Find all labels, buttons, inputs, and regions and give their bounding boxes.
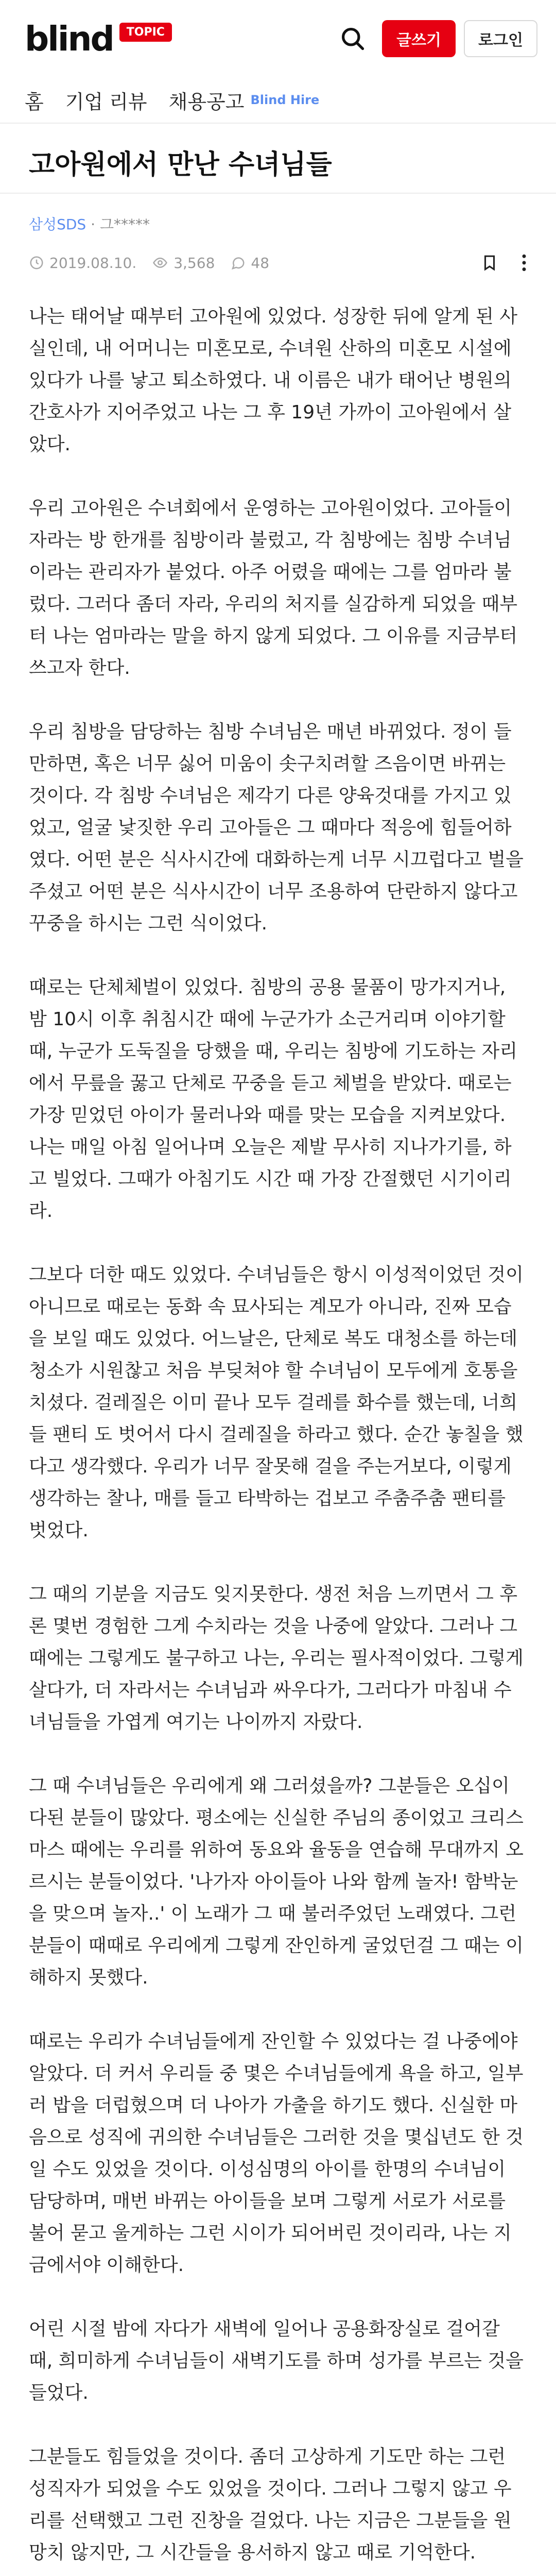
article-paragraph: 나는 태어날 때부터 고아원에 있었다. 성장한 뒤에 알게 된 사실인데, 내 어머니는 미혼모로, 수녀원 산하의 미혼모 시설에 있다가 나를 낳고 퇴소하였다. 내 이름은 내가 태어난 병원의 간호사가 지어주었고 나는 그 후 19년 가까이 고아원에서 살았다. [29,306,518,455]
nav-company-review[interactable]: 기업 리뷰 [65,90,147,113]
article-paragraph: 그보다 더한 때도 있었다. 수녀님들은 항시 이성적이었던 것이 아니므로 때로는 동화 속 묘사되는 계모가 아니라, 진짜 모습을 보일 때도 있었다. 어느날은, 단체로 복도 대청소를 하는데 청소가 시원찮고 처음 부딪쳐야 할 수녀님이 모두에게 호통을 치셨다. 걸레질은 이미 끝나 모두 걸레를 화수를 했는데, 너희들 팬티 도 벗어서 다시 걸레질을 하라고 했다. 순간 놓칠을 했다고 생각했다. 우리가 너무 잘못해 걸을 주는거보다, 이렇게 생각하는 찰나, 매를 들고 타박하는 겁보고 주춤주춤 팬티를 벗었다. [29,1264,524,1541]
blind-logo[interactable]: blind [25,19,113,59]
comments-meta [230,255,269,272]
author-separator: · [91,216,100,233]
article-paragraph: 때로는 우리가 수녀님들에게 잔인할 수 있었다는 걸 나중에야 알았다. 더 커서 우리들 중 몇은 수녀님들에게 욕을 하고, 일부러 밥을 더럽혔으며 더 나아가 가출을 하기도 했다. 신실한 마음으로 성직에 귀의한 수녀님들은 그러한 것을 몇십년도 한 것일 수도 있었을 것이다. 이성심명의 아이를 한명의 수녀님이 담당하며, 매번 바뀌는 아이들을 보며 그렇게 서로가 서로를 불어 묻고 울게하는 그런 시이가 되어버린 것이리라, 나는 지금에서야 이해한다. [29,2031,524,2276]
author-line [29,213,527,234]
main-nav [0,77,556,124]
article-actions [458,253,527,273]
article-date: 2019.08.10. [49,254,137,272]
search-icon[interactable] [333,19,373,59]
author-company[interactable]: 삼성SDS [29,216,86,233]
bookmark-icon[interactable] [481,253,498,273]
top-header [0,0,556,77]
article-paragraph: 우리 고아원은 수녀회에서 운영하는 고아원이었다. 고아들이 자라는 방 한개를 침방이라 불렀고, 각 침방에는 침방 수녀님이라는 관리자가 붙었다. 아주 어렸을 때에는 그를 엄마라 불렀다. 그러다 좀더 자라, 우리의 처지를 실감하게 되었을 때부터 나는 엄마라는 말을 하지 않게 되었다. 그 이유를 지금부터 쓰고자 한다. [29,498,518,679]
login-button[interactable]: 로그인 [464,20,537,57]
article-meta [29,247,527,278]
topic-badge: TOPIC [119,23,172,42]
article [0,124,556,2576]
article-views: 3,568 [173,254,215,272]
article-paragraph: 그 때 수녀님들은 우리에게 왜 그러셨을까? 그분들은 오십이 다된 분들이 많았다. 평소에는 신실한 주님의 종이었고 크리스마스 때에는 우리를 위하여 동요와 율동을 연습해 무대까지 오르시는 분들이었다. '나가자 아이들아 나와 함께 놀자! 함박눈을 맞으며 놀자..' 이 노래가 그 때 불러주었던 노래였다. 그런 분들이 때때로 우리에게 그렇게 잔인하게 굴었던걸 그 때는 이해하지 못했다. [29,1775,524,1988]
nav-jobs-label: 채용공고 [168,90,245,113]
article-paragraph: 어린 시절 밤에 자다가 새벽에 일어나 공용화장실로 걸어갈 때, 희미하게 수녀님들이 새벽기도를 하며 성가를 부르는 것을 들었다. [29,2318,524,2403]
article-paragraph: 그 때의 기분을 지금도 잊지못한다. 생전 처음 느끼면서 그 후론 몇번 경험한 그게 수치라는 것을 나중에 알았다. 그러나 그 때에는 그렇게도 불구하고 나는, 우리는 필사적이었다. 그렇게 살다가, 더 자라서는 수녀님과 싸우다가, 그러다가 마침내 수녀님들을 가엽게 여기는 나이까지 자랐다. [29,1584,524,1733]
nav-home[interactable]: 홈 [25,90,44,113]
article-title: 고아원에서 만난 수녀님들 [29,149,332,180]
header-actions [333,19,537,59]
date-meta [29,255,136,272]
article-paragraph: 그분들도 힘들었을 것이다. 좀더 고상하게 기도만 하는 그런 성직자가 되었을 수도 있었을 것이다. 그러나 그렇지 않고 우리를 선택했고 그런 진창을 걸었다. 나는 지금은 그분들을 원망치 않지만, 그 시간들을 용서하지 않고 때로 기억한다. [29,2446,512,2563]
article-comment-count: 48 [251,254,270,272]
author-name: 그***** [99,216,150,233]
eye-icon [152,255,168,270]
comment-icon [230,255,246,270]
blind-hire-badge: Blind Hire [250,93,320,107]
nav-jobs[interactable] [169,86,320,114]
title-divider [0,193,556,194]
article-paragraph: 때로는 단체체벌이 있었다. 침방의 공용 물품이 망가지거나, 밤 10시 이후 취침시간 때에 누군가가 소근거리며 이야기할 때, 누군가 도둑질을 당했을 때, 우리는 침방에 기도하는 자리에서 무릎을 꿇고 단체로 꾸중을 듣고 체벌을 받았다. 때로는 가장 믿었던 아이가 물러나와 때를 맞는 모습을 지켜보았다. 나는 매일 아침 일어나며 오늘은 제발 무사히 지나가기를, 하고 빌었다. 그때가 아침기도 시간 때 가장 간절했던 시기이리라. [29,977,518,1222]
views-meta [152,255,215,272]
article-body [29,301,527,2576]
article-paragraph: 우리 침방을 담당하는 침방 수녀님은 매년 바뀌었다. 정이 들만하면, 혹은 너무 싫어 미움이 솟구치려할 즈음이면 바뀌는 것이다. 각 침방 수녀님은 제각기 다른 양육것대를 가지고 있었고, 얼굴 낯짓한 우리 고아들은 그 때마다 적응에 힘들어하였다. 어떤 분은 식사시간에 대화하는게 너무 시끄럽다고 벌을 주셨고 어떤 분은 식사시간이 너무 조용하여 단란하지 않다고 꾸중을 하시는 그런 식이었다. [29,721,524,934]
more-vertical-icon[interactable] [521,253,527,273]
clock-icon [29,255,44,270]
write-button[interactable]: 글쓰기 [382,20,456,57]
